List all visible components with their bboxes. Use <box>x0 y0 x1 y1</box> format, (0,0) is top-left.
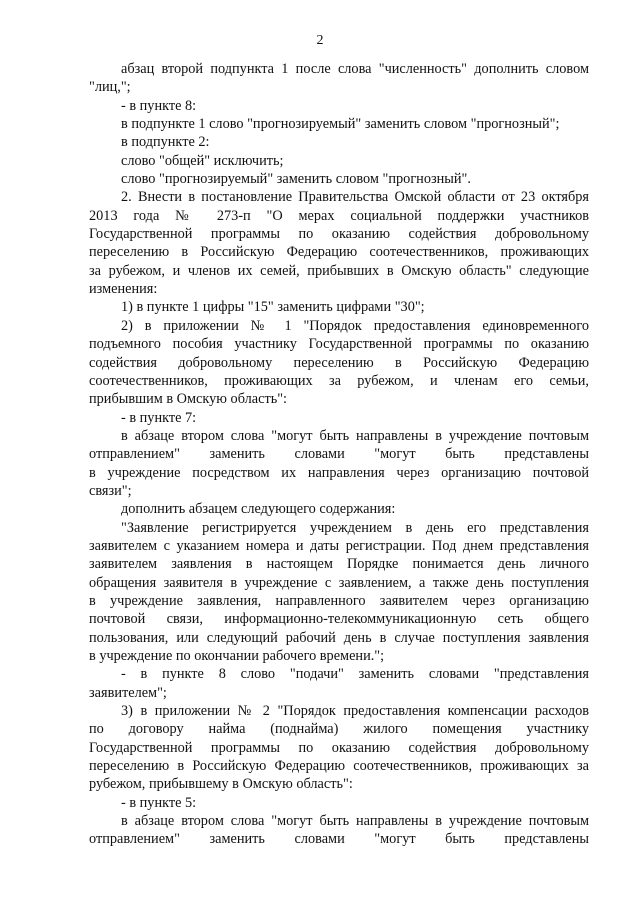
text-line: - в пункте 7: <box>121 409 197 426</box>
text-line: Государственной программы по оказанию содействия добровольному <box>89 226 589 243</box>
text-line: в учреждение заявления, направленного заявителем через организацию <box>89 592 589 609</box>
text-line: прибывшим в Омскую область": <box>89 391 288 408</box>
text-line: в абзаце втором слова "могут быть направлены в учреждение почтовым <box>121 813 589 830</box>
text-line: изменения: <box>89 281 158 298</box>
text-line: почтовой связи, информационно-телекоммуникационную сеть общего <box>89 611 589 628</box>
text-line: заявителем заявления в настоящем Порядке понимается день личного <box>89 556 589 573</box>
document-body <box>89 60 589 849</box>
text-line: переселению в Российскую Федерацию соотечественников, проживающих за <box>89 758 589 775</box>
text-line: слово "общей" исключить; <box>121 152 284 169</box>
text-line: "лиц,"; <box>89 79 131 96</box>
text-line: содействия добровольному переселению в Российскую Федерацию <box>89 354 589 371</box>
text-line: дополнить абзацем следующего содержания: <box>121 501 396 518</box>
text-line: по договору найма (поднайма) жилого помещения участнику <box>89 721 589 738</box>
text-line: за рубежом, и членов их семей, прибывших в Омскую область" следующие <box>89 262 589 279</box>
text-line: 2. Внести в постановление Правительства Омской области от 23 октября <box>121 189 589 206</box>
text-line: Государственной программы по оказанию содействия добровольному <box>89 739 589 756</box>
page-number: 2 <box>316 33 324 48</box>
text-line: - в пункте 5: <box>121 794 197 811</box>
text-line: в подпункте 1 слово "прогнозируемый" заменить словом "прогнозный"; <box>121 116 560 133</box>
text-line: отправлением" заменить словами "могут быть представлены <box>89 446 589 463</box>
text-line: 2) в приложении № 1 "Порядок предоставления единовременного <box>121 317 589 334</box>
text-line: 3) в приложении № 2 "Порядок предоставления компенсации расходов <box>121 703 589 720</box>
text-line: в подпункте 2: <box>121 134 210 151</box>
text-line: в абзаце втором слова "могут быть направлены в учреждение почтовым <box>121 427 589 444</box>
text-line: - в пункте 8: <box>121 97 197 114</box>
text-line: обращения заявителя в учреждение с заявлением, а также день поступления <box>89 574 589 591</box>
text-line: пользования, или следующий рабочий день в случае поступления заявления <box>89 629 589 646</box>
text-line: - в пункте 8 слово "подачи" заменить словами "представления <box>121 666 589 683</box>
text-line: переселению в Российскую Федерацию соотечественников, проживающих <box>89 244 589 261</box>
text-line: в учреждение по окончании рабочего времени."; <box>89 648 385 664</box>
text-line: подъемного пособия участнику Государственной программы по оказанию <box>89 336 589 353</box>
text-line: отправлением" заменить словами "могут быть представлены <box>89 831 589 848</box>
text-line: рубежом, прибывшему в Омскую область": <box>89 776 353 793</box>
text-line: соотечественников, проживающих за рубежом, и членам его семьи, <box>89 372 589 389</box>
text-line: слово "прогнозируемый" заменить словом "прогнозный". <box>121 171 471 188</box>
text-line: 2013 года № 273-п "О мерах социальной поддержки участников <box>89 207 589 224</box>
text-line: абзац второй подпункта 1 после слова "численность" дополнить словом <box>121 61 589 77</box>
text-line: связи"; <box>89 482 132 499</box>
text-line: в учреждение посредством их направления через организацию почтовой <box>89 464 589 481</box>
text-line: заявителем"; <box>89 684 167 701</box>
text-line: "Заявление регистрируется учреждением в день его представления <box>121 519 589 536</box>
text-line: 1) в пункте 1 цифры "15" заменить цифрами "30"; <box>121 299 425 316</box>
text-line: заявителем с указанием номера и даты регистрации. Под днем представления <box>89 537 589 554</box>
